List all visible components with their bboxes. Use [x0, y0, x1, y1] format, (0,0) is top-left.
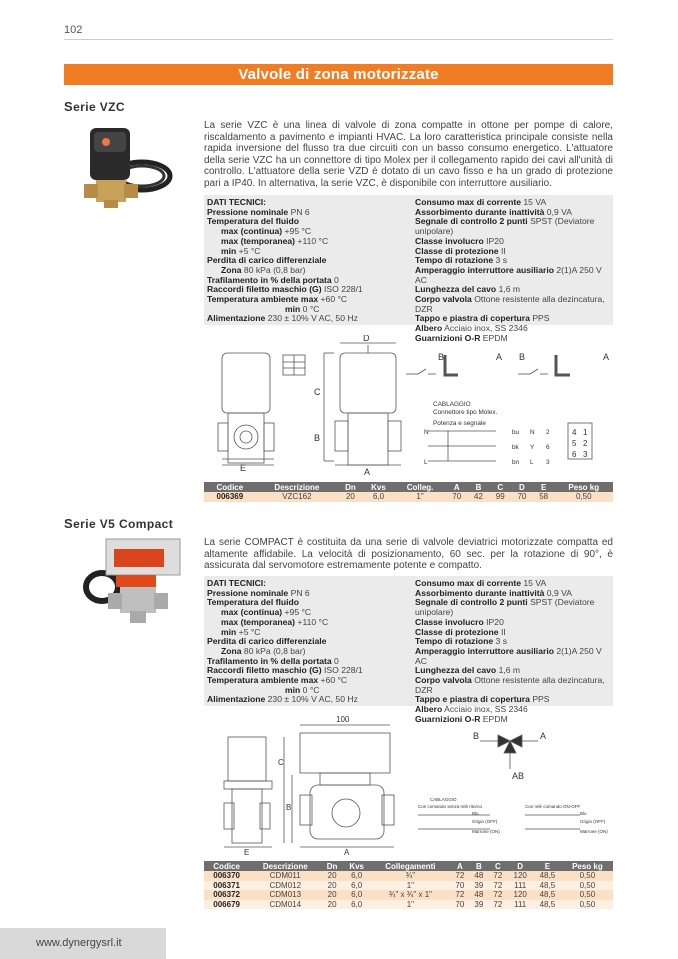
- v5-left-title: Con comando senza relè ritorno: [418, 804, 483, 809]
- tech-value: Ottone resistente alla dezincatura, DZR: [415, 294, 605, 314]
- molex-pin: 6: [572, 450, 577, 459]
- table-cell: 111: [507, 900, 533, 910]
- table-row: [204, 881, 613, 891]
- tech-label: DATI TECNICI:: [207, 578, 267, 588]
- table-cell: 48: [469, 871, 488, 881]
- table-header: Descrizione: [256, 482, 338, 492]
- vzc-cablaggio: CABLAGGIO: [433, 401, 471, 408]
- tech-label: Zona: [221, 264, 242, 275]
- tech-label: Temperatura del fluido: [207, 216, 299, 227]
- tech-row: [415, 598, 610, 617]
- tech-label: Albero: [415, 704, 443, 715]
- table-cell: 99: [489, 492, 511, 502]
- table-header: C: [489, 482, 511, 492]
- vzc-heading: Serie VZC: [64, 99, 125, 114]
- tech-value: 80 kPa (0,8 bar): [243, 264, 306, 275]
- tech-value: +110 °C: [297, 235, 329, 246]
- vzc-tech-data: [204, 195, 613, 343]
- wire-num: 6: [546, 444, 550, 451]
- tech-value: 0,9 VA: [546, 587, 572, 598]
- table-cell: CDM013: [249, 890, 321, 900]
- table-header: Peso kg: [555, 482, 613, 492]
- molex-pin: 1: [583, 428, 588, 437]
- tech-value: 230 ± 10% V AC, 50 Hz: [267, 313, 358, 324]
- table-header: B: [468, 482, 490, 492]
- tech-value: 15 VA: [523, 197, 547, 207]
- tech-label: Classe involucro: [415, 616, 484, 627]
- v5-description: La serie COMPACT è costituita da una serie di valvole deviatrici motorizzate compatta ed altamente affidabile. La velocità di posizionamento, 60 sec. per la rotazione di 90°, è assicurata dal servomotore estremamente potente e compatto.: [204, 537, 613, 572]
- table-header: A: [450, 861, 469, 871]
- tech-value: IP20: [486, 616, 504, 627]
- tech-label: Lunghezza del cavo: [415, 665, 497, 676]
- tech-value: SPST (Deviatore unipolare): [415, 216, 595, 237]
- tech-label: Temperatura ambiente max: [207, 675, 319, 686]
- tech-value: 0,9 VA: [546, 206, 572, 217]
- tech-label: min: [285, 684, 301, 695]
- table-header: Collegamenti: [370, 861, 450, 871]
- tech-label: Temperatura ambiente max: [207, 294, 319, 305]
- wire-color: bu: [512, 429, 520, 436]
- tech-label: Pressione nominale: [207, 587, 289, 598]
- tech-label: Alimentazione: [207, 313, 266, 324]
- tech-value: +110 °C: [297, 616, 329, 627]
- svg-text:A: A: [364, 467, 371, 475]
- table-cell: 48: [469, 890, 488, 900]
- tech-label: Corpo valvola: [415, 294, 472, 305]
- table-header: Dn: [338, 482, 363, 492]
- wire-label: Grigio (OFF): [472, 819, 498, 824]
- table-cell: 20: [338, 492, 363, 502]
- table-cell: 48,5: [533, 900, 562, 910]
- vzc-technical-drawing: [200, 332, 615, 475]
- wire-label: Blu: [580, 811, 587, 816]
- tech-label: Trafilamento in % della portata: [207, 655, 332, 666]
- tech-value: PN 6: [290, 206, 310, 217]
- table-cell: 6,0: [343, 900, 371, 910]
- tech-value: 2(1)A 250 V AC: [415, 264, 602, 285]
- svg-text:D: D: [363, 335, 370, 343]
- table-cell: 6,0: [363, 492, 394, 502]
- tech-value: IP20: [486, 235, 504, 246]
- table-row: [204, 871, 613, 881]
- tech-label: Segnale di controllo 2 punti: [415, 216, 528, 227]
- table-row: [204, 492, 613, 502]
- wire-term: L: [424, 459, 428, 466]
- footer-website[interactable]: www.dynergysrl.it: [36, 937, 122, 949]
- tech-label: max (temporanea): [221, 616, 296, 627]
- tech-value: PN 6: [290, 587, 310, 598]
- svg-text:C: C: [278, 758, 284, 767]
- v5-port-ab: AB: [512, 771, 525, 781]
- vzc-port-a2: A: [603, 352, 610, 362]
- wire-pin: N: [530, 429, 535, 436]
- molex-pin: 4: [572, 428, 577, 437]
- table-cell: 20: [321, 890, 343, 900]
- tech-value: PPS: [532, 694, 550, 705]
- vzc-port-b2: B: [519, 352, 526, 362]
- table-header: Kvs: [343, 861, 371, 871]
- svg-text:C: C: [314, 387, 321, 397]
- tech-label: Segnale di controllo 2 punti: [415, 597, 528, 608]
- table-cell: 72: [488, 881, 507, 891]
- tech-value: 3 s: [495, 636, 507, 647]
- vzc-connettore: Connettore tipo Molex.: [433, 409, 498, 416]
- v5-dim-top: 100: [336, 715, 350, 724]
- v5-technical-drawing: [200, 715, 615, 855]
- tech-value: 0: [334, 655, 339, 666]
- table-header: E: [533, 482, 555, 492]
- tech-value: 15 VA: [523, 578, 547, 588]
- v5-heading: Serie V5 Compact: [64, 516, 174, 531]
- table-cell: 70: [450, 900, 469, 910]
- tech-value: EPDM: [482, 713, 508, 724]
- table-header: B: [469, 861, 488, 871]
- tech-label: Guarnizioni O-R: [415, 332, 481, 343]
- page-number: 102: [64, 24, 83, 36]
- table-header: Codice: [204, 861, 249, 871]
- table-cell: 1": [394, 492, 446, 502]
- table-header: D: [507, 861, 533, 871]
- tech-label: Trafilamento in % della portata: [207, 274, 332, 285]
- table-cell: ¾" x ¾" x 1": [370, 890, 450, 900]
- v5-spec-table: [204, 861, 613, 909]
- tech-value: 2(1)A 250 V AC: [415, 645, 602, 666]
- tech-label: Zona: [221, 645, 242, 656]
- vzc-port-b1: B: [438, 352, 445, 362]
- table-cell: 48,5: [533, 881, 562, 891]
- tech-value: 230 ± 10% V AC, 50 Hz: [267, 694, 358, 705]
- tech-label: Classe di protezione: [415, 626, 499, 637]
- table-cell: 0,50: [562, 881, 613, 891]
- table-header: Kvs: [363, 482, 394, 492]
- table-row: [204, 900, 613, 910]
- table-header: Descrizione: [249, 861, 321, 871]
- tech-value: +60 °C: [320, 675, 348, 686]
- table-row: [204, 890, 613, 900]
- table-cell: 39: [469, 881, 488, 891]
- tech-value: Ottone resistente alla dezincatura, DZR: [415, 675, 605, 695]
- footer-bar: [0, 928, 166, 959]
- table-header: Peso kg: [562, 861, 613, 871]
- tech-label: Tempo di rotazione: [415, 255, 494, 266]
- table-cell: 72: [488, 890, 507, 900]
- wire-label: Marrone (ON): [472, 829, 500, 834]
- table-header: Dn: [321, 861, 343, 871]
- tech-label: Albero: [415, 323, 443, 334]
- tech-value: 0: [334, 274, 339, 285]
- tech-label: min: [221, 245, 237, 256]
- page-title: Valvole di zona motorizzate: [64, 64, 613, 85]
- table-header: Codice: [204, 482, 256, 492]
- table-cell: 006679: [204, 900, 249, 910]
- table-cell: 006371: [204, 881, 249, 891]
- tech-label: min: [285, 303, 301, 314]
- vzc-product-photo: [80, 118, 175, 210]
- wire-color: bk: [512, 444, 519, 451]
- tech-label: Perdita di carico differenziale: [207, 636, 327, 647]
- tech-label: Amperaggio interruttore ausiliario: [415, 264, 554, 275]
- svg-text:E: E: [244, 848, 250, 855]
- table-cell: 20: [321, 881, 343, 891]
- v5-cablaggio: CABLAGGIO: [430, 797, 457, 802]
- tech-value: PPS: [532, 313, 550, 324]
- tech-label: Lunghezza del cavo: [415, 284, 497, 295]
- tech-label: Consumo max di corrente: [415, 578, 522, 588]
- table-cell: 70: [511, 492, 533, 502]
- vzc-port-a1: A: [496, 352, 503, 362]
- table-cell: 1": [370, 900, 450, 910]
- tech-row: [415, 295, 610, 314]
- tech-value: EPDM: [482, 332, 508, 343]
- table-cell: 58: [533, 492, 555, 502]
- tech-label: Perdita di carico differenziale: [207, 255, 327, 266]
- wire-label: Blu: [472, 811, 479, 816]
- table-cell: 0,50: [555, 492, 613, 502]
- tech-value: 1,6 m: [498, 284, 521, 295]
- table-cell: 6,0: [343, 871, 371, 881]
- table-cell: 120: [507, 871, 533, 881]
- table-header: D: [511, 482, 533, 492]
- table-cell: 72: [450, 871, 469, 881]
- svg-text:A: A: [344, 848, 350, 855]
- table-cell: 72: [488, 871, 507, 881]
- table-cell: 70: [446, 492, 468, 502]
- molex-pin: 2: [583, 439, 588, 448]
- table-cell: CDM014: [249, 900, 321, 910]
- header-divider: [64, 39, 613, 40]
- table-cell: 6,0: [343, 890, 371, 900]
- tech-label: Classe di protezione: [415, 245, 499, 256]
- tech-value: 1,6 m: [498, 665, 521, 676]
- table-cell: 72: [450, 890, 469, 900]
- tech-value: +60 °C: [320, 294, 348, 305]
- wire-num: 2: [546, 429, 550, 436]
- tech-value: 0 °C: [302, 684, 320, 695]
- vzc-spec-table: [204, 482, 613, 502]
- tech-label: Alimentazione: [207, 694, 266, 705]
- table-cell: 120: [507, 890, 533, 900]
- v5-port-b: B: [473, 731, 480, 741]
- wire-num: 3: [546, 459, 550, 466]
- wire-label: Marrone (ON): [580, 829, 608, 834]
- tech-row: [207, 314, 412, 324]
- table-cell: 6,0: [343, 881, 371, 891]
- table-cell: CDM012: [249, 881, 321, 891]
- tech-label: Tappo e piastra di copertura: [415, 313, 530, 324]
- tech-row: [415, 676, 610, 695]
- table-header: A: [446, 482, 468, 492]
- tech-label: Assorbimento durante inattività: [415, 206, 545, 217]
- table-header: C: [488, 861, 507, 871]
- tech-label: Raccordi filetto maschio (G): [207, 284, 322, 295]
- tech-row: [207, 695, 412, 705]
- tech-value: 3 s: [495, 255, 507, 266]
- tech-label: Raccordi filetto maschio (G): [207, 665, 322, 676]
- table-cell: 1": [370, 881, 450, 891]
- tech-label: Tempo di rotazione: [415, 636, 494, 647]
- v5-product-photo: [80, 535, 185, 625]
- table-header: Colleg.: [394, 482, 446, 492]
- tech-value: +5 °C: [238, 626, 261, 637]
- svg-text:E: E: [240, 463, 247, 473]
- tech-value: SPST (Deviatore unipolare): [415, 597, 595, 618]
- tech-label: Consumo max di corrente: [415, 197, 522, 207]
- vzc-description: La serie VZC è una linea di valvole di zona compatte in ottone per pompe di calore, riscaldamento a pavimento e impianti HVAC. La loro caratteristica principale consiste nella rapida inversione del flusso tra due circuiti con un basso consumo energetico. L'attuatore della serie VZC ha un connettore di tipo Molex per il collegamento rapido dei cavi all'unità di controllo. L'attuatore della serie VZD è dotato di un cavo fisso e ha un grado di protezione pari a IP40. In alternativa, la serie VZC, è disponibile con interruttore ausiliario.: [204, 120, 613, 189]
- table-cell: 39: [469, 900, 488, 910]
- tech-row: [415, 217, 610, 236]
- tech-value: II: [500, 626, 506, 637]
- table-cell: 20: [321, 900, 343, 910]
- wire-term: N: [424, 429, 429, 436]
- table-cell: 006370: [204, 871, 249, 881]
- table-cell: 006372: [204, 890, 249, 900]
- table-cell: 0,50: [562, 890, 613, 900]
- wire-pin: L: [530, 459, 534, 466]
- svg-text:B: B: [314, 433, 321, 443]
- table-cell: 006369: [204, 492, 256, 502]
- wire-label: Grigio (OFF): [580, 819, 606, 824]
- tech-label: Pressione nominale: [207, 206, 289, 217]
- tech-label: Amperaggio interruttore ausiliario: [415, 645, 554, 656]
- wire-pin: Y: [530, 444, 535, 451]
- tech-value: ISO 228/1: [324, 284, 363, 295]
- tech-value: Acciaio inox, SS 2346: [444, 323, 528, 334]
- table-cell: 111: [507, 881, 533, 891]
- tech-label: Corpo valvola: [415, 675, 472, 686]
- table-cell: 48,5: [533, 871, 562, 881]
- tech-label: max (continua): [221, 226, 283, 237]
- tech-label: Tappo e piastra di copertura: [415, 694, 530, 705]
- wire-color: bn: [512, 459, 520, 466]
- tech-label: max (continua): [221, 607, 283, 618]
- tech-value: II: [500, 245, 506, 256]
- tech-value: 80 kPa (0,8 bar): [243, 645, 306, 656]
- table-cell: 0,50: [562, 871, 613, 881]
- tech-label: Temperatura del fluido: [207, 597, 299, 608]
- table-cell: 0,50: [562, 900, 613, 910]
- tech-row: [415, 266, 610, 285]
- tech-row: [415, 647, 610, 666]
- table-cell: 20: [321, 871, 343, 881]
- molex-pin: 5: [572, 439, 577, 448]
- table-cell: 72: [488, 900, 507, 910]
- tech-label: Classe involucro: [415, 235, 484, 246]
- table-cell: 48,5: [533, 890, 562, 900]
- tech-label: max (temporanea): [221, 235, 296, 246]
- tech-value: +95 °C: [284, 607, 312, 618]
- tech-value: +95 °C: [284, 226, 312, 237]
- tech-value: Acciaio inox, SS 2346: [444, 704, 528, 715]
- vzc-potenza: Potenza e segnale: [433, 420, 486, 427]
- table-cell: VZC162: [256, 492, 338, 502]
- v5-right-title: Con relè comando ON-OFF: [525, 804, 581, 809]
- tech-value: 0 °C: [302, 303, 320, 314]
- tech-value: ISO 228/1: [324, 665, 363, 676]
- table-cell: 42: [468, 492, 490, 502]
- molex-pin: 3: [583, 450, 588, 459]
- table-cell: ¾": [370, 871, 450, 881]
- tech-value: +5 °C: [238, 245, 261, 256]
- tech-label: min: [221, 626, 237, 637]
- svg-text:B: B: [286, 803, 292, 812]
- table-header: E: [533, 861, 562, 871]
- tech-label: Guarnizioni O-R: [415, 713, 481, 724]
- table-cell: 70: [450, 881, 469, 891]
- tech-label: Assorbimento durante inattività: [415, 587, 545, 598]
- tech-label: DATI TECNICI:: [207, 197, 267, 207]
- table-cell: CDM011: [249, 871, 321, 881]
- v5-port-a: A: [540, 731, 547, 741]
